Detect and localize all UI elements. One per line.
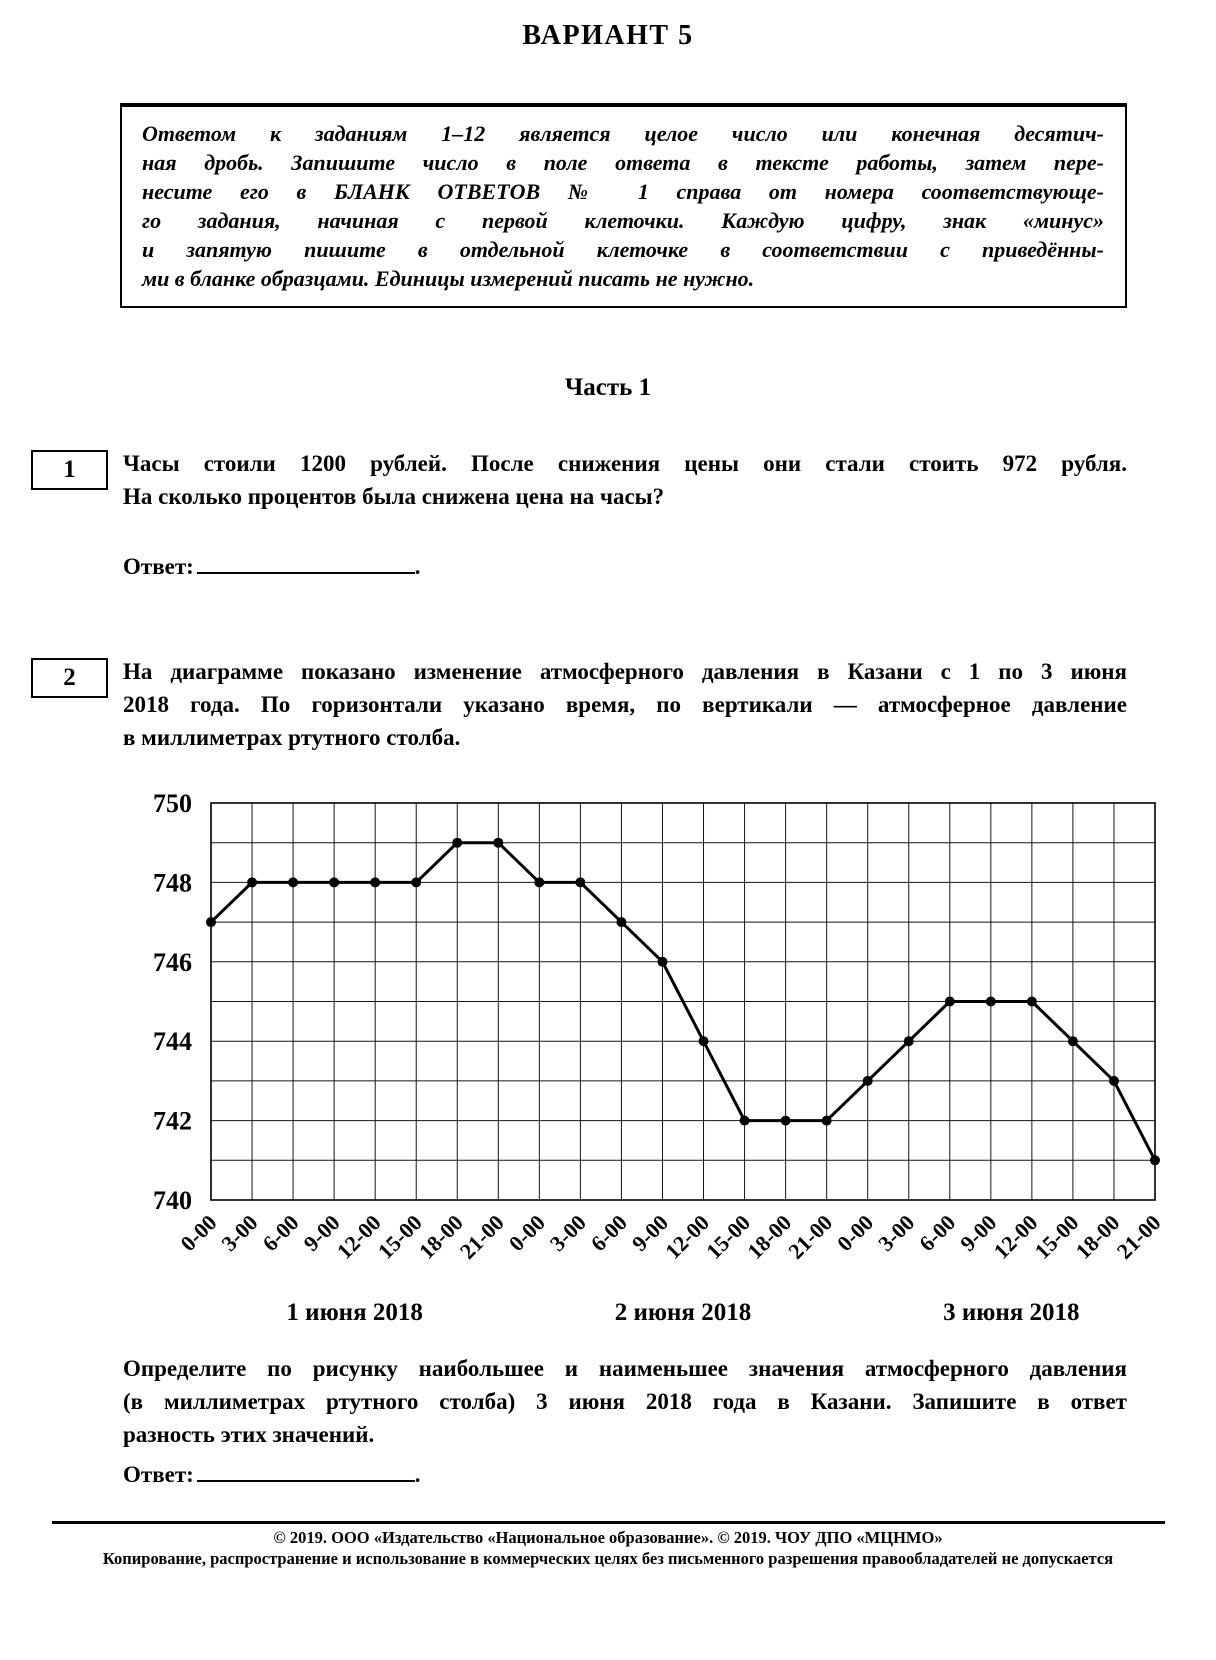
x-tick-label-group xyxy=(175,1210,221,1256)
text-line: разность этих значений. xyxy=(123,1422,375,1447)
day-label: 2 июня 2018 xyxy=(614,1299,752,1326)
problem-1-number-box xyxy=(31,450,108,490)
data-point xyxy=(534,877,544,887)
text-line: и запятую пишите в отдельной клеточке в соответствии с приведённы- xyxy=(142,237,1104,262)
x-tick-label: 12-00 xyxy=(660,1209,715,1264)
x-tick-label: 18-00 xyxy=(413,1209,468,1264)
data-point xyxy=(699,1036,709,1046)
footer-legal-notice: Копирование, распространение и использование в коммерческих целях без письменного разрешения правообладателей не допускается xyxy=(102,1549,1114,1568)
text-line: Определите по рисунку наибольшее и наименьшее значения атмосферного давления xyxy=(123,1356,1127,1381)
y-tick-label: 740 xyxy=(153,1186,192,1215)
data-point xyxy=(945,997,955,1007)
day-label: 3 июня 2018 xyxy=(943,1299,1080,1326)
x-tick-label: 18-00 xyxy=(742,1209,797,1264)
text-line: На сколько процентов была снижена цена на часы? xyxy=(123,484,665,509)
x-tick-label-group xyxy=(832,1210,878,1256)
x-tick-label-group xyxy=(701,1210,755,1264)
x-tick-label: 0-00 xyxy=(175,1209,222,1257)
problem-2-number-box xyxy=(31,658,108,698)
x-tick-label: 0-00 xyxy=(503,1209,550,1257)
x-tick-label-group xyxy=(504,1210,550,1256)
data-point xyxy=(822,1116,832,1126)
x-tick-label: 18-00 xyxy=(1070,1209,1125,1264)
x-tick-label: 3-00 xyxy=(216,1209,263,1257)
problem-2-answer-row xyxy=(123,1457,421,1488)
data-point xyxy=(575,877,585,887)
data-point xyxy=(1068,1036,1078,1046)
problem-1-number: 1 xyxy=(63,456,76,483)
x-tick-label: 3-00 xyxy=(873,1209,920,1257)
data-point xyxy=(452,838,462,848)
text-line: (в миллиметрах ртутного столба) 3 июня 2018 года в Казани. Запишите в ответ xyxy=(123,1389,1127,1414)
x-tick-label-group xyxy=(455,1210,509,1264)
x-tick-label: 3-00 xyxy=(544,1209,591,1257)
x-tick-label-group xyxy=(216,1210,262,1256)
data-point xyxy=(247,877,257,887)
x-tick-label-group xyxy=(1029,1210,1083,1264)
x-tick-label-group xyxy=(988,1210,1042,1264)
problem-2-intro-text xyxy=(123,655,1127,754)
x-tick-label: 15-00 xyxy=(372,1209,427,1264)
y-tick-label: 742 xyxy=(153,1106,192,1136)
data-point xyxy=(329,877,339,887)
pressure-chart-svg xyxy=(0,745,1216,1345)
problem-2-question-text xyxy=(123,1352,1127,1451)
x-tick-label: 21-00 xyxy=(454,1209,509,1264)
problem-2-number: 2 xyxy=(63,664,76,691)
x-tick-label: 9-00 xyxy=(626,1209,674,1257)
x-tick-label: 6-00 xyxy=(585,1209,632,1257)
text-line: ми в бланке образцами. Единицы измерений писать не нужно. xyxy=(142,266,755,291)
x-tick-label: 6-00 xyxy=(914,1209,961,1257)
x-tick-label-group xyxy=(914,1210,960,1256)
x-tick-label-group xyxy=(660,1210,714,1264)
data-point xyxy=(616,917,626,927)
answer-label: Ответ: xyxy=(123,1462,194,1487)
answer-suffix: . xyxy=(414,554,421,579)
text-line: Часы стоили 1200 рублей. После снижения цены они стали стоить 972 рубля. xyxy=(123,451,1127,476)
text-line: Ответом к заданиям 1–12 является целое число или конечная десятич- xyxy=(142,121,1104,146)
text-line: в миллиметрах ртутного столба. xyxy=(123,725,461,750)
data-point xyxy=(1027,997,1037,1007)
footer-copyright: © 2019. ООО «Издательство «Национальное образование». © 2019. ЧОУ ДПО «МЦНМО» xyxy=(273,1528,943,1547)
x-tick-label: 21-00 xyxy=(783,1209,838,1264)
data-point xyxy=(288,877,298,887)
data-point xyxy=(493,838,503,848)
x-tick-label: 0-00 xyxy=(832,1209,879,1257)
answer-label: Ответ: xyxy=(123,554,194,579)
x-tick-label: 9-00 xyxy=(298,1209,345,1257)
data-point xyxy=(986,997,996,1007)
text-line: ная дробь. Запишите число в поле ответа в тексте работы, затем пере- xyxy=(142,150,1104,175)
x-tick-label-group xyxy=(414,1210,468,1264)
x-tick-label: 12-00 xyxy=(331,1209,386,1264)
x-tick-label: 21-00 xyxy=(1111,1209,1166,1264)
answer-suffix: . xyxy=(414,1462,421,1487)
data-point xyxy=(206,917,216,927)
data-point xyxy=(1109,1076,1119,1086)
page-title: ВАРИАНТ 5 xyxy=(522,20,694,51)
x-tick-label-group xyxy=(332,1210,386,1264)
x-tick-label-group xyxy=(586,1210,632,1256)
data-point xyxy=(904,1036,914,1046)
data-point xyxy=(740,1116,750,1126)
x-tick-label: 9-00 xyxy=(955,1209,1002,1257)
x-tick-label-group xyxy=(873,1210,919,1256)
x-tick-label-group xyxy=(783,1210,837,1264)
x-tick-label: 6-00 xyxy=(257,1209,304,1257)
data-point xyxy=(411,877,421,887)
text-line: На диаграмме показано изменение атмосферного давления в Казани с 1 по 3 июня xyxy=(123,659,1127,684)
day-label: 1 июня 2018 xyxy=(286,1299,423,1326)
data-point xyxy=(781,1116,791,1126)
problem-1-text xyxy=(123,447,1127,513)
data-point xyxy=(863,1076,873,1086)
part-heading: Часть 1 xyxy=(564,374,652,401)
text-line: го задания, начиная с первой клеточки. Каждую цифру, знак «минус» xyxy=(142,208,1104,233)
y-tick-label: 750 xyxy=(153,789,192,818)
data-point xyxy=(1150,1155,1160,1165)
footer-divider xyxy=(52,1521,1165,1524)
answer-blank[interactable] xyxy=(197,1457,415,1482)
x-tick-label-group xyxy=(742,1210,796,1264)
instructions-box xyxy=(120,103,1127,308)
text-line: несите его в БЛАНК ОТВЕТОВ № 1 справа от номера соответствующе- xyxy=(142,179,1104,204)
x-tick-label-group xyxy=(1071,1210,1125,1264)
x-tick-label: 15-00 xyxy=(701,1209,756,1264)
x-tick-label-group xyxy=(545,1210,591,1256)
x-tick-label: 15-00 xyxy=(1029,1209,1084,1264)
x-tick-label: 12-00 xyxy=(988,1209,1043,1264)
answer-blank[interactable] xyxy=(197,549,415,574)
pressure-chart xyxy=(0,745,1216,1345)
y-tick-label: 748 xyxy=(153,868,192,898)
text-line: 2018 года. По горизонтали указано время, по вертикали — атмосферное давление xyxy=(123,692,1127,717)
data-point xyxy=(370,877,380,887)
x-tick-label-group xyxy=(373,1210,427,1264)
y-tick-label: 744 xyxy=(153,1027,192,1057)
y-tick-label: 746 xyxy=(153,947,192,977)
x-tick-label-group xyxy=(257,1210,303,1256)
x-tick-label-group xyxy=(1112,1210,1166,1264)
problem-1-answer-row xyxy=(123,549,421,580)
data-point xyxy=(657,957,667,967)
